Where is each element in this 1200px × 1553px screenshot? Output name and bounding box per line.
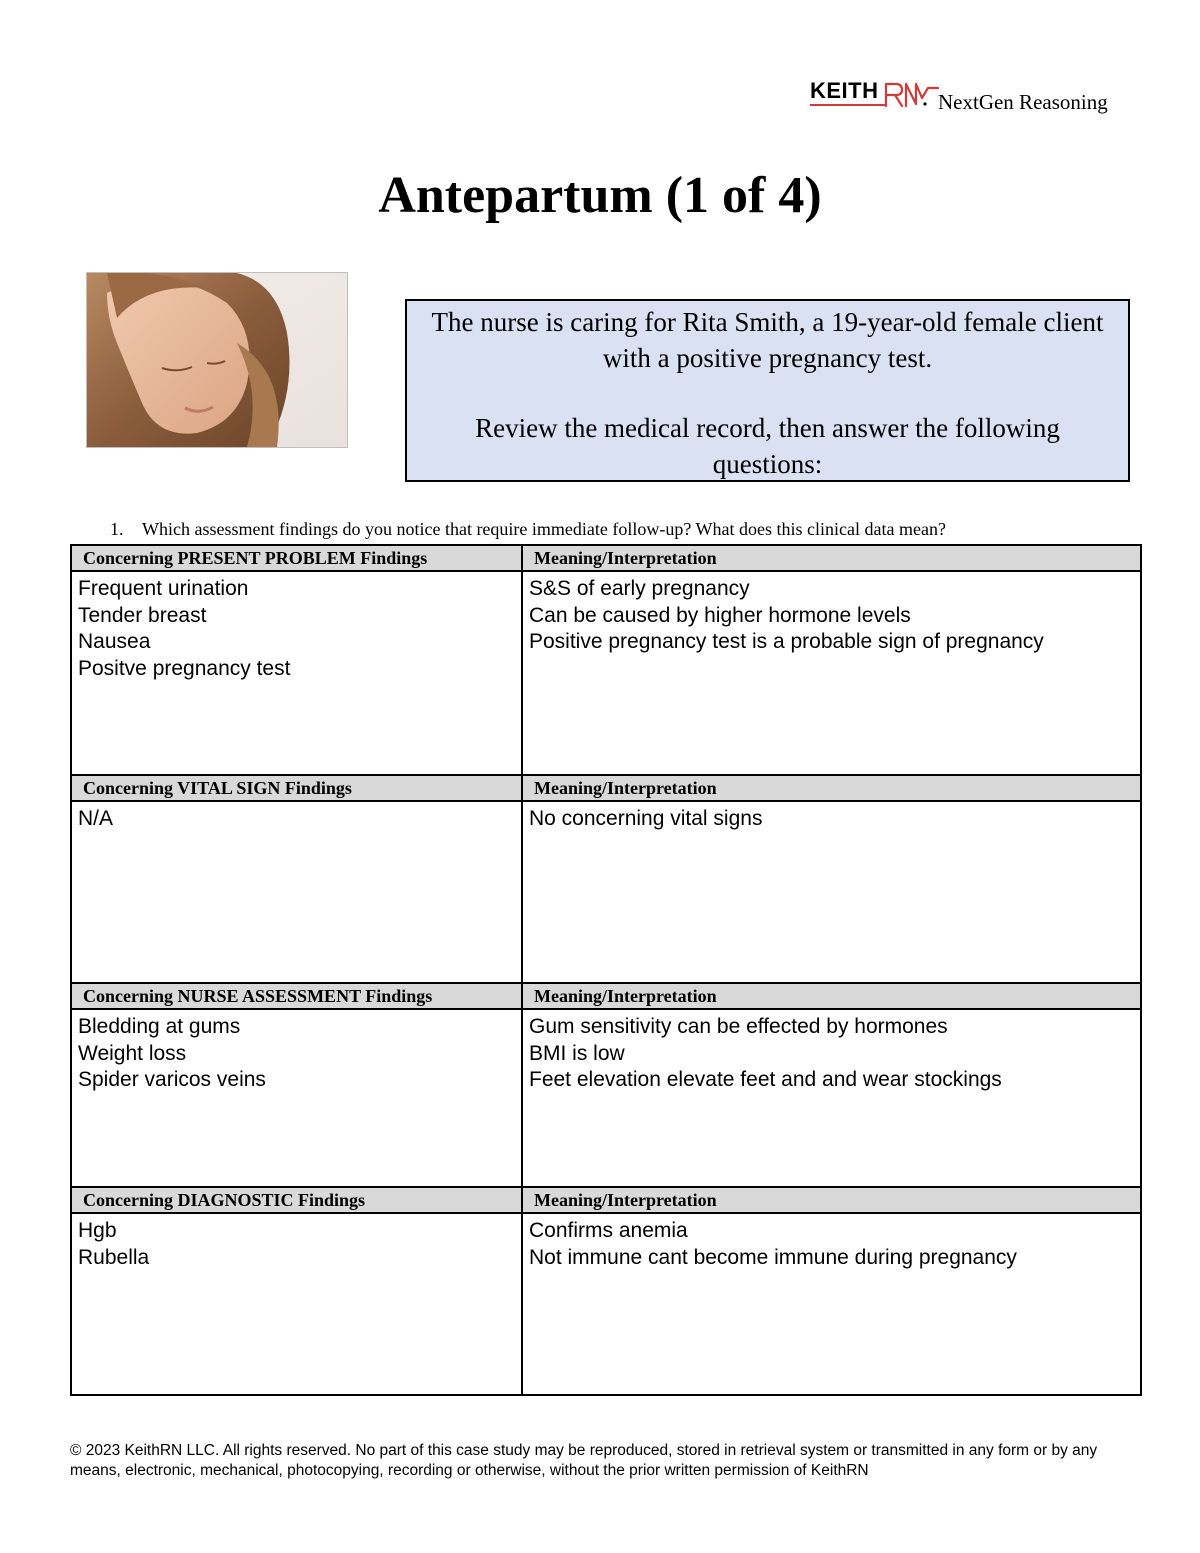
scenario-box xyxy=(405,299,1130,482)
question-number: 1. xyxy=(110,519,124,539)
logo-rn-pulse-icon xyxy=(884,80,940,108)
table-row-nurse-assessment xyxy=(71,1009,1141,1187)
finding-header-nurse-assessment: Concerning NURSE ASSESSMENT Findings xyxy=(71,983,522,1009)
logo-brand-text: KEITH xyxy=(810,78,879,103)
findings-cell-vital-sign[interactable] xyxy=(71,801,522,983)
copyright-footer: © 2023 KeithRN LLC. All rights reserved. No part of this case study may be reproduced, stored in retrieval system or transmitted in any form or by any means, electronic, mechanical, photocopying, recording or otherwise, without the prior written permission of KeithRN xyxy=(70,1442,1098,1479)
scenario-instruction: Review the medical record, then answer the following questions: xyxy=(475,413,1060,479)
meaning-line: Confirms anemia xyxy=(529,1219,688,1242)
finding-line: Tender breast xyxy=(78,603,207,627)
finding-header-vital-sign: Concerning VITAL SIGN Findings xyxy=(71,775,522,801)
logo-tagline: NextGen Reasoning xyxy=(938,90,1108,114)
finding-line: N/A xyxy=(78,807,114,830)
meaning-line: BMI is low xyxy=(529,1041,625,1065)
table-row-vital-sign xyxy=(71,801,1141,983)
finding-line: Weight loss xyxy=(78,1041,187,1065)
findings-cell-nurse-assessment[interactable] xyxy=(71,1009,522,1187)
finding-line: Hgb xyxy=(78,1219,117,1242)
meaning-header: Meaning/Interpretation xyxy=(522,775,1141,801)
findings-cell-diagnostic[interactable] xyxy=(71,1213,522,1395)
finding-line: Nausea xyxy=(78,630,151,653)
page-title: Antepartum (1 of 4) xyxy=(378,167,822,224)
meaning-line: S&S of early pregnancy xyxy=(529,577,750,600)
meaning-line: Feet elevation elevate feet and and wear stockings xyxy=(529,1068,1002,1091)
meaning-line: Gum sensitivity can be effected by hormones xyxy=(529,1015,948,1038)
findings-table xyxy=(70,544,1142,1396)
table-header-row xyxy=(71,545,1141,571)
meaning-header: Meaning/Interpretation xyxy=(522,1187,1141,1213)
keithrn-logo xyxy=(808,76,1138,120)
meaning-line: Can be caused by higher hormone levels xyxy=(529,603,911,627)
meaning-header: Meaning/Interpretation xyxy=(522,983,1141,1009)
finding-header-present-problem: Concerning PRESENT PROBLEM Findings xyxy=(71,545,522,571)
client-photo-illustration xyxy=(87,273,347,447)
table-row-diagnostic xyxy=(71,1213,1141,1395)
meaning-cell-present-problem[interactable] xyxy=(522,571,1141,775)
meaning-line: Not immune cant become immune during pregnancy xyxy=(529,1245,1017,1269)
logo-underline xyxy=(810,104,886,106)
meaning-cell-nurse-assessment[interactable] xyxy=(522,1009,1141,1187)
scenario-intro: The nurse is caring for Rita Smith, a 19-year-old female client with a positive pregnancy test. xyxy=(431,307,1104,373)
meaning-header: Meaning/Interpretation xyxy=(522,545,1141,571)
findings-cell-present-problem[interactable] xyxy=(71,571,522,775)
meaning-line: Positive pregnancy test is a probable sign of pregnancy xyxy=(529,630,1044,653)
finding-line: Bledding at gums xyxy=(78,1015,241,1038)
meaning-cell-vital-sign[interactable] xyxy=(522,801,1141,983)
finding-line: Frequent urination xyxy=(78,577,249,600)
client-photo xyxy=(86,272,348,448)
table-header-row xyxy=(71,1187,1141,1213)
finding-line: Spider varicos veins xyxy=(78,1068,266,1091)
question-text: Which assessment findings do you notice that require immediate follow-up? What does this clinical data mean? xyxy=(142,519,946,539)
table-row-present-problem xyxy=(71,571,1141,775)
finding-line: Rubella xyxy=(78,1245,150,1269)
question-1 xyxy=(110,519,946,540)
table-header-row xyxy=(71,775,1141,801)
table-header-row xyxy=(71,983,1141,1009)
meaning-line: No concerning vital signs xyxy=(529,807,763,830)
finding-line: Positve pregnancy test xyxy=(78,656,291,680)
finding-header-diagnostic: Concerning DIAGNOSTIC Findings xyxy=(71,1187,522,1213)
meaning-cell-diagnostic[interactable] xyxy=(522,1213,1141,1395)
